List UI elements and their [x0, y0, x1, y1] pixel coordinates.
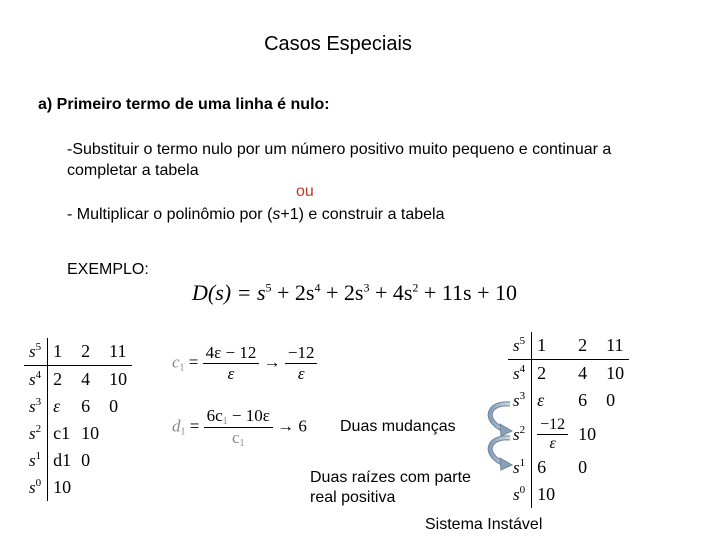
- row-power: $s^4$: [508, 360, 532, 388]
- table-cell: [76, 474, 104, 501]
- table-cell: 2: [53, 369, 63, 389]
- table-row: [24, 474, 132, 501]
- table-cell: 11: [104, 338, 132, 366]
- table-row: [508, 454, 629, 481]
- table-cell: 10: [578, 423, 597, 444]
- table-cell: 1: [532, 332, 574, 360]
- example-label: EXEMPLO:: [67, 261, 149, 278]
- table-cell: 0: [606, 390, 616, 410]
- table-row: [24, 366, 132, 394]
- table-cell: 10: [53, 477, 72, 497]
- row-power: $s^3$: [508, 387, 532, 414]
- row-power: $s^2$: [24, 420, 48, 447]
- slide-title: Casos Especiais: [264, 33, 412, 55]
- table-cell: 2: [537, 363, 547, 383]
- table-cell: 1: [48, 338, 77, 366]
- row-power: $s^5$: [508, 332, 532, 360]
- characteristic-polynomial: $D(s) = s^5 + 2s^4 + 2s^3 + 4s^2 + 11s + 10$: [192, 280, 517, 305]
- table-cell: 0: [81, 450, 91, 470]
- routh-table-right: [508, 332, 629, 508]
- table-cell: d1: [53, 450, 72, 470]
- table-cell: 10: [109, 369, 128, 389]
- c1-fraction: $\frac{4\varepsilon - 12}{\varepsilon}$: [203, 343, 260, 384]
- table-cell: [573, 481, 601, 508]
- row-power: $s^2$: [508, 414, 532, 454]
- table-cell: 10: [537, 484, 556, 504]
- table-cell: ε: [537, 390, 545, 410]
- table-row: [24, 338, 132, 366]
- method-one-line-1: -Substituir o termo nulo por um número positivo muito pequeno e continuar a: [67, 141, 612, 158]
- table-cell: 0: [578, 457, 588, 477]
- table-cell: 6: [81, 396, 91, 416]
- table-cell: 10: [606, 363, 625, 383]
- row-power: $s^4$: [24, 366, 48, 394]
- row-power: $s^0$: [508, 481, 532, 508]
- row-power: $s^1$: [508, 454, 532, 481]
- or-label: ou: [296, 183, 314, 200]
- table-row: [24, 420, 132, 447]
- row-power: $s^0$: [24, 474, 48, 501]
- table-cell: $\frac{-12}{\varepsilon}$: [532, 414, 574, 454]
- table-cell: 4: [578, 363, 588, 383]
- table-row: [24, 447, 132, 474]
- row-power: $s^3$: [24, 393, 48, 420]
- table-cell: 10: [81, 423, 100, 443]
- table-row: [508, 481, 629, 508]
- table-row: [508, 332, 629, 360]
- table-row: [508, 387, 629, 414]
- conclusion-label: Sistema Instável: [425, 516, 543, 533]
- table-row: [24, 393, 132, 420]
- method-two: - Multiplicar o polinômio por (s+1) e construir a tabela: [67, 206, 445, 223]
- table-cell: [104, 447, 132, 474]
- formula-d1: $d_1$ = $\frac{6c_1 - 10\varepsilon}{c_1}$ → 6: [172, 406, 307, 449]
- table-cell: 2: [573, 332, 601, 360]
- table-cell: 0: [109, 396, 119, 416]
- table-cell: 11: [601, 332, 629, 360]
- roots-note-line-2: real positiva: [310, 489, 396, 506]
- table-cell: [601, 481, 629, 508]
- table-cell: [601, 454, 629, 481]
- table-cell: [104, 420, 132, 447]
- roots-note-line-1: Duas raízes com parte: [310, 469, 471, 486]
- table-cell: 6: [537, 457, 547, 477]
- row-power: $s^5$: [24, 338, 48, 366]
- case-heading: a) Primeiro termo de uma linha é nulo:: [38, 96, 330, 113]
- sign-changes-label: Duas mudanças: [340, 418, 456, 435]
- row-power: $s^1$: [24, 447, 48, 474]
- method-one-line-2: completar a tabela: [67, 162, 199, 179]
- table-cell: [601, 414, 629, 454]
- table-cell: 6: [578, 390, 588, 410]
- formula-c1: $c_1$ = $\frac{4\varepsilon - 12}{\varepsilon}$ → $\frac{-12}{\varepsilon}$: [172, 343, 317, 384]
- table-row: [508, 360, 629, 388]
- c1-limit-fraction: $\frac{-12}{\varepsilon}$: [285, 343, 318, 384]
- table-cell: 4: [81, 369, 91, 389]
- table-row: [508, 414, 629, 454]
- d1-fraction: $\frac{6c_1 - 10\varepsilon}{c_1}$: [204, 406, 273, 449]
- table-cell: [104, 474, 132, 501]
- table-cell: ε: [53, 396, 61, 416]
- table-cell: c1: [53, 423, 71, 443]
- table-cell: 2: [76, 338, 104, 366]
- routh-table-left: [24, 338, 132, 501]
